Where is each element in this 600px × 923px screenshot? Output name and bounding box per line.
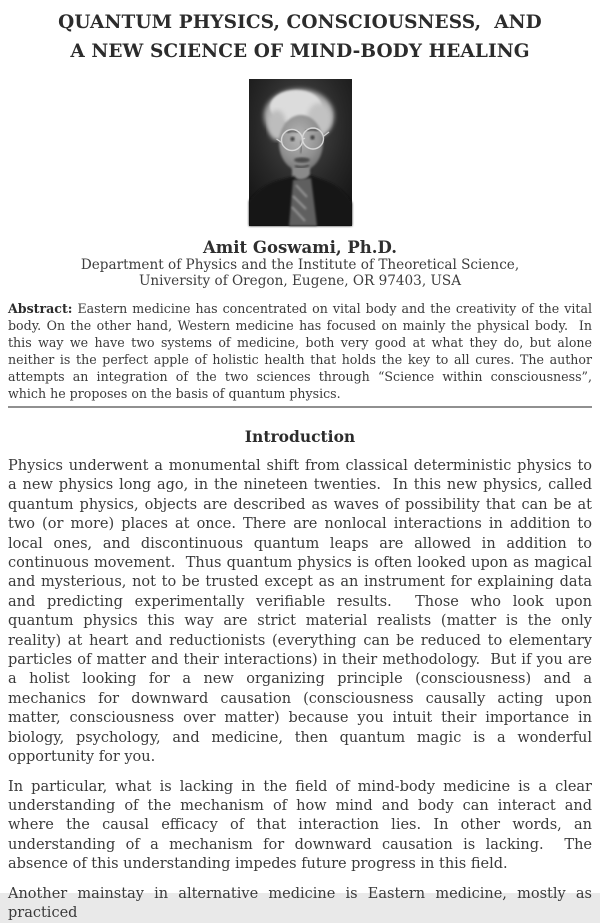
author-affiliation-line2: University of Oregon, Eugene, OR 97403, USA xyxy=(8,274,592,290)
author-affiliation-line1: Department of Physics and the Institute of Theoretical Science, xyxy=(8,258,592,274)
author-portrait-container xyxy=(8,79,592,226)
introduction-paragraph-1: Physics underwent a monumental shift from classical deterministic physics to a new physics long ago, in the nineteen twenties. In this new physics, called quantum physics, objects are described as waves of possibility that can be at two (or more) places at once. There are nonlocal interactions in addition to local ones, and discontinuous quantum leaps are allowed in addition to continuous movement. Thus quantum physics is often looked upon as magical and mysterious, not to be trusted except as an instrument for explaining data and predicting experimentally verifiable results. Those who look upon quantum physics this way are strict material realists (matter is the only reality) at heart and reductionists (everything can be reduced to elementary particles of matter and their interactions) in their methodology. But if you are a holist looking for a new organizing principle (consciousness) and a mechanics for downward causation (consciousness causally acting upon matter, consciousness over matter) because you intuit their importance in biology, psychology, and medicine, then quantum magic is a wonderful opportunity for you. xyxy=(8,457,592,768)
paper-title-line1: QUANTUM PHYSICS, CONSCIOUSNESS, AND xyxy=(8,8,592,37)
author-portrait-photo xyxy=(249,79,352,226)
paper-title xyxy=(8,8,592,66)
abstract-text: Eastern medicine has concentrated on vital body and the creativity of the vital body. On the other hand, Western medicine has focused on mainly the physical body. In this way we have two systems of medicine, both very good at what they do, but alone neither is the perfect apple of holistic health that holds the key to all cures. The author attempts an integration of the two sciences through “Science within consciousness”, which he proposes on the basis of quantum physics. xyxy=(8,301,596,401)
abstract-paragraph xyxy=(8,300,592,402)
introduction-heading: Introduction xyxy=(8,427,592,447)
abstract-divider-rule xyxy=(8,406,592,408)
author-name: Amit Goswami, Ph.D. xyxy=(8,238,592,258)
introduction-paragraph-2: In particular, what is lacking in the field of mind-body medicine is a clear understanding of the mechanism of how mind and body can interact and where the causal efficacy of that interaction lies. In other words, an understanding of a mechanism for downward causation is lacking. The absence of this understanding impedes future progress in this field. xyxy=(8,778,592,875)
abstract-label: Abstract: xyxy=(8,301,72,316)
introduction-paragraph-3: Another mainstay in alternative medicine is Eastern medicine, mostly as practiced xyxy=(8,885,592,923)
paper-title-line2: A NEW SCIENCE OF MIND-BODY HEALING xyxy=(8,37,592,66)
